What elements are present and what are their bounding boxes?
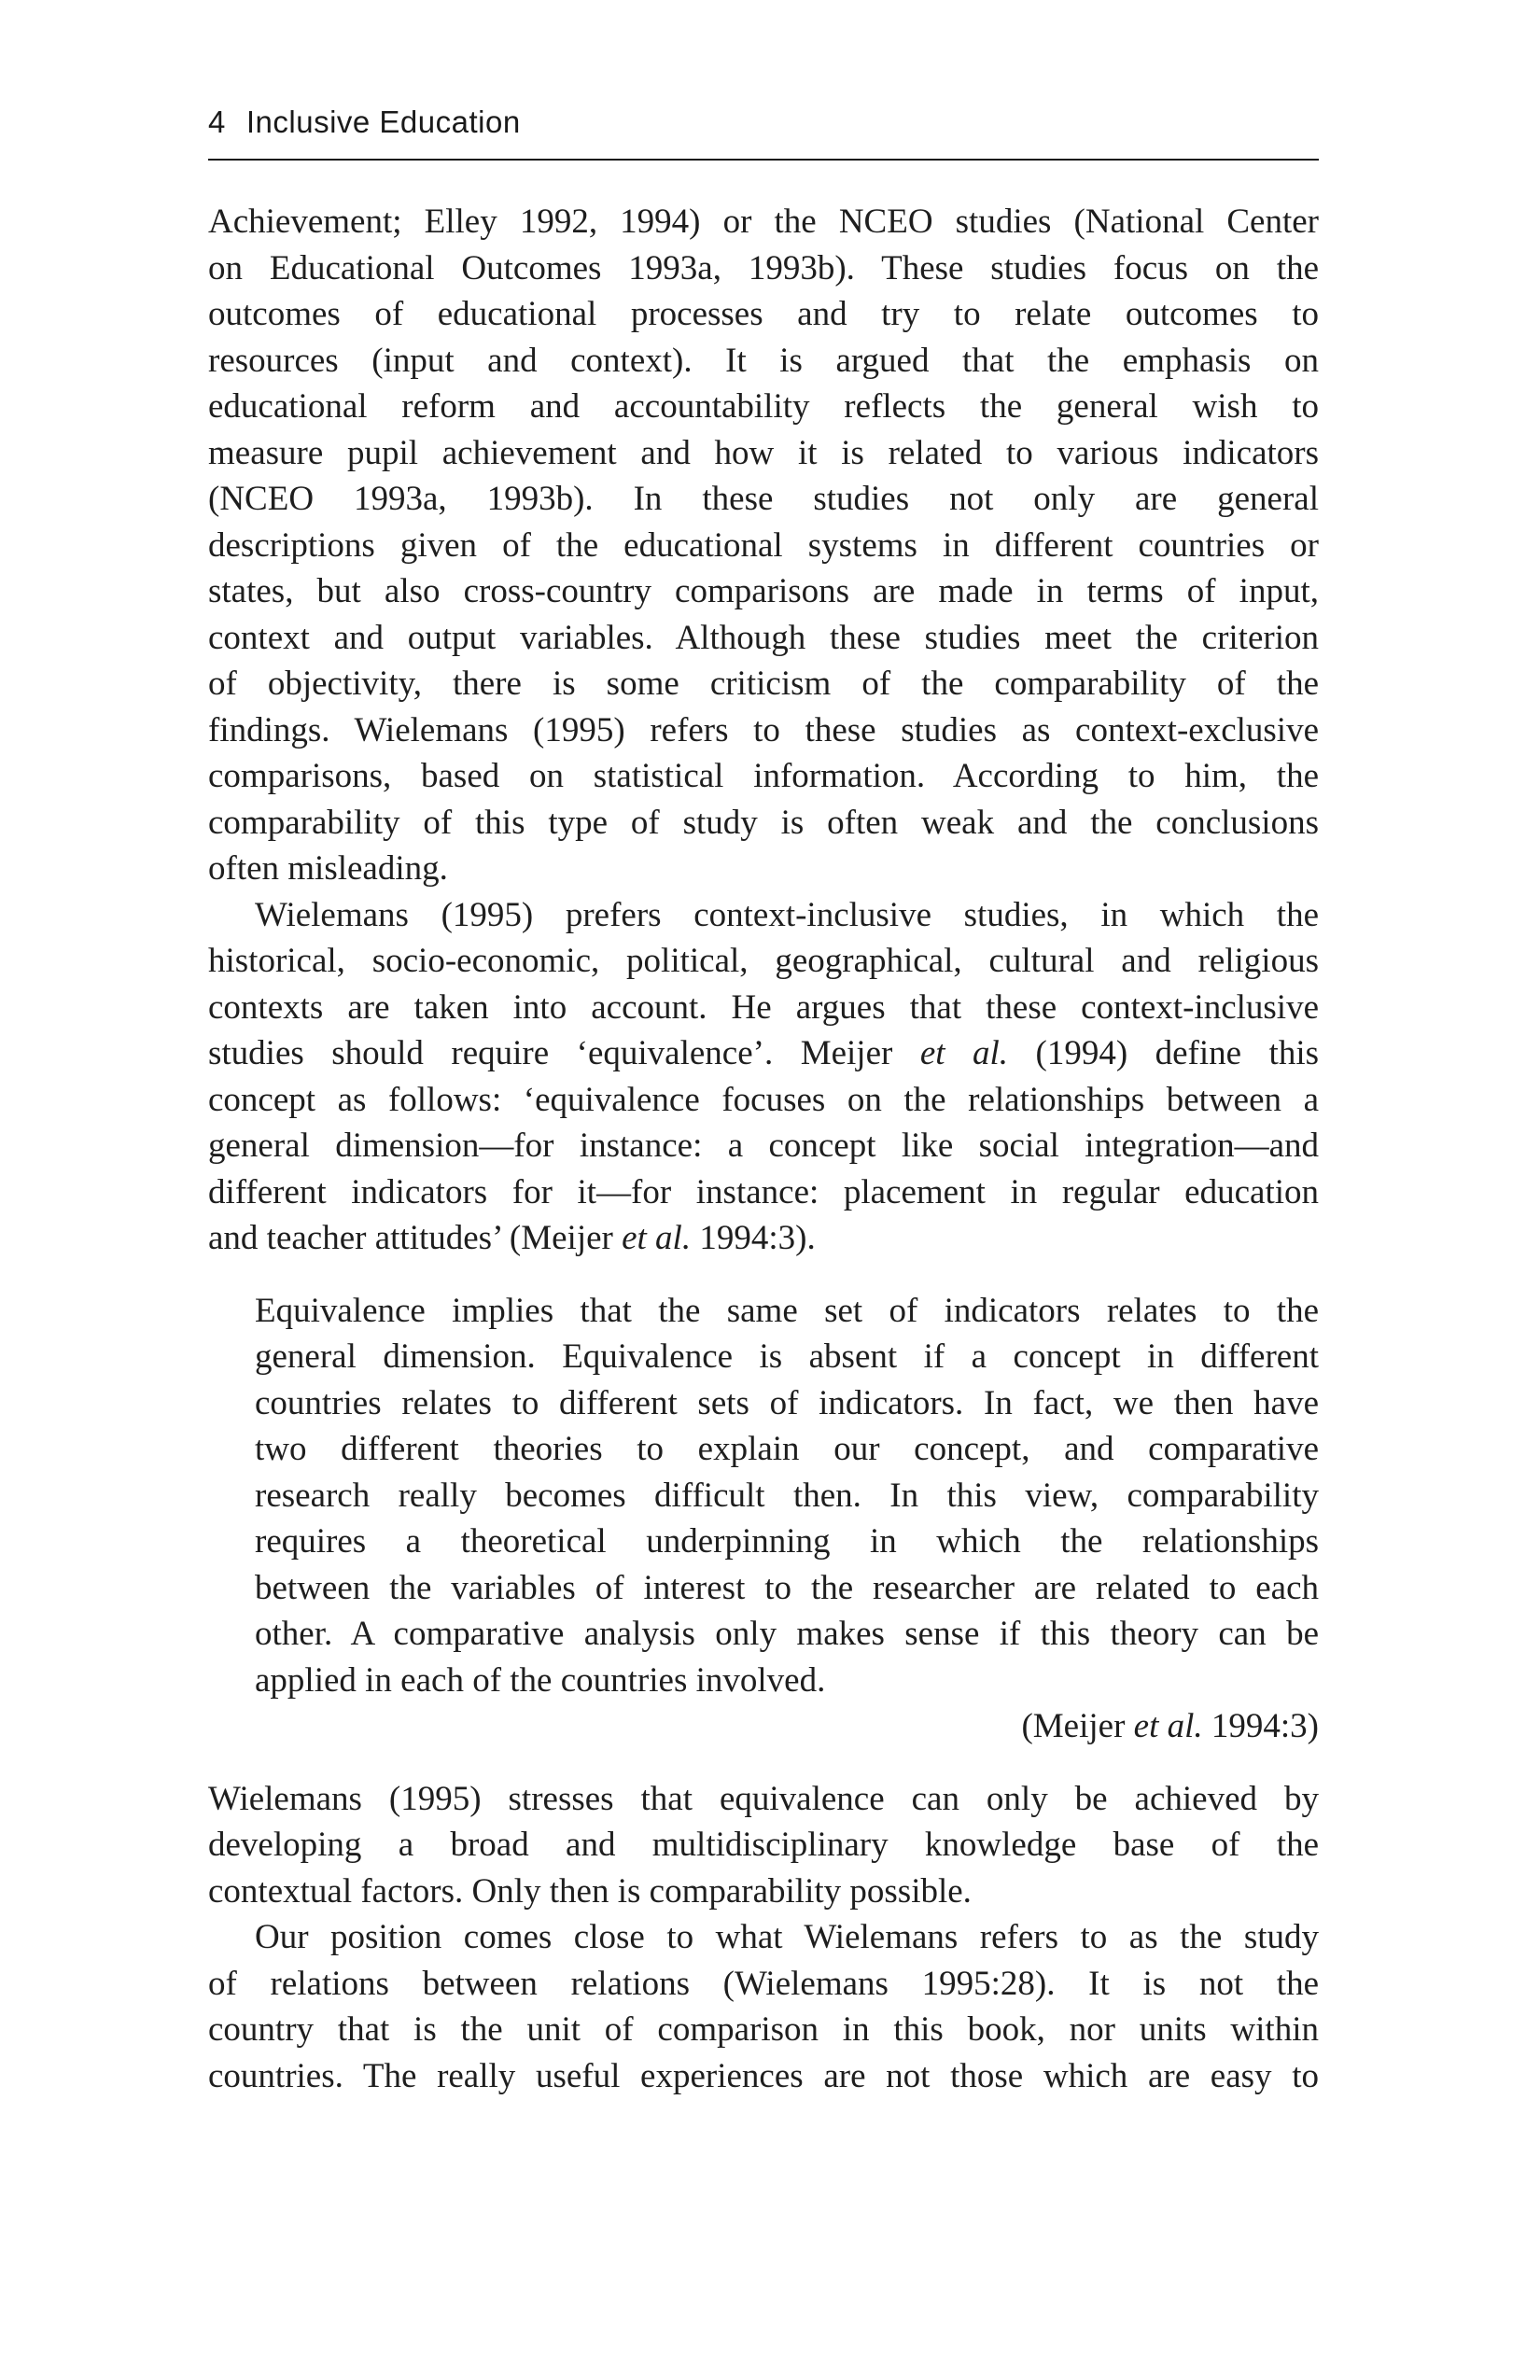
text-line: developing a broad and multidisciplinary knowledge base of the bbox=[208, 1826, 1319, 1864]
paragraph-2 bbox=[208, 892, 1319, 1262]
body-text bbox=[208, 199, 1319, 2099]
quote-line: between the variables of interest to the researcher are related to each bbox=[255, 1568, 1319, 1607]
text-line: context and output variables. Although these studies meet the criterion bbox=[208, 618, 1319, 657]
quote-line: two different theories to explain our concept, and comparative bbox=[255, 1430, 1319, 1468]
text-line: countries. The really useful experiences are not those which are easy to bbox=[208, 2056, 1319, 2095]
text-line: contexts are taken into account. He argues that these context-inclusive bbox=[208, 987, 1319, 1027]
text-line: Wielemans (1995) prefers context-inclusive studies, in which the bbox=[255, 895, 1319, 934]
quote-line: requires a theoretical underpinning in which the relationships bbox=[255, 1522, 1319, 1561]
paragraph-4 bbox=[208, 1914, 1319, 2099]
text-line: comparability of this type of study is often weak and the conclusions bbox=[208, 803, 1319, 842]
quote-line: Equivalence implies that the same set of indicators relates to the bbox=[255, 1291, 1319, 1330]
text-line: on Educational Outcomes 1993a, 1993b). These studies focus on the bbox=[208, 248, 1319, 287]
text-run: and teacher attitudes’ (Meijer bbox=[208, 1219, 613, 1257]
text-line: states, but also cross-country comparisons are made in terms of input, bbox=[208, 572, 1319, 610]
text-line: (NCEO 1993a, 1993b). In these studies not only are general bbox=[208, 480, 1319, 518]
text-line: comparisons, based on statistical information. According to him, the bbox=[208, 757, 1319, 795]
text-line bbox=[208, 1215, 1319, 1262]
text-run: 1994:3). bbox=[699, 1219, 816, 1257]
text-line: concept as follows: ‘equivalence focuses on the relationships between a bbox=[208, 1080, 1319, 1119]
italic-run: et al. bbox=[919, 1034, 1009, 1072]
text-run: 1994:3) bbox=[1211, 1707, 1319, 1745]
text-line: outcomes of educational processes and try to relate outcomes to bbox=[208, 295, 1319, 333]
text-line: general dimension—for instance: a concept like social integration—and bbox=[208, 1127, 1319, 1165]
running-title: Inclusive Education bbox=[245, 105, 521, 139]
quote-line: general dimension. Equivalence is absent if a concept in different bbox=[255, 1337, 1319, 1376]
running-head bbox=[208, 105, 1319, 161]
text-line: Our position comes close to what Wielemans refers to as the study bbox=[255, 1918, 1319, 1956]
quote-line: applied in each of the countries involved. bbox=[255, 1660, 826, 1700]
text-line: Wielemans (1995) stresses that equivalence can only be achieved by bbox=[208, 1779, 1319, 1818]
text-line bbox=[208, 1030, 1319, 1077]
text-run: studies should require ‘equivalence’. Meijer bbox=[208, 1034, 893, 1072]
italic-run: et al. bbox=[1133, 1707, 1203, 1745]
text-line: contextual factors. Only then is comparability possible. bbox=[208, 1871, 972, 1911]
paragraph-1 bbox=[208, 199, 1319, 892]
paragraph-3 bbox=[208, 1776, 1319, 1915]
text-line: resources (input and context). It is argued that the emphasis on bbox=[208, 341, 1319, 380]
text-line: country that is the unit of comparison in this book, nor units within bbox=[208, 2010, 1319, 2049]
page-number: 4 bbox=[208, 105, 226, 139]
italic-run: et al. bbox=[622, 1219, 692, 1257]
text-line: historical, socio-economic, political, geographical, cultural and religious bbox=[208, 942, 1319, 980]
text-line: educational reform and accountability reflects the general wish to bbox=[208, 387, 1319, 426]
text-run: (1994) define this bbox=[1035, 1034, 1320, 1072]
quote-line: countries relates to different sets of indicators. In fact, we then have bbox=[255, 1383, 1319, 1422]
text-line: of objectivity, there is some criticism of the comparability of the bbox=[208, 665, 1319, 703]
text-line: descriptions given of the educational systems in different countries or bbox=[208, 525, 1319, 565]
text-line: measure pupil achievement and how it is related to various indicators bbox=[208, 433, 1319, 472]
text-line: Achievement; Elley 1992, 1994) or the NCEO studies (National Center bbox=[208, 203, 1319, 241]
quote-line: research really becomes difficult then. In this view, comparability bbox=[255, 1476, 1319, 1515]
block-quote bbox=[255, 1288, 1319, 1750]
text-line: of relations between relations (Wielemans 1995:28). It is not the bbox=[208, 1964, 1319, 2003]
quote-line: other. A comparative analysis only makes sense if this theory can be bbox=[255, 1615, 1319, 1653]
text-run: (Meijer bbox=[1021, 1707, 1126, 1745]
quote-citation bbox=[255, 1703, 1319, 1750]
text-line: often misleading. bbox=[208, 849, 448, 888]
text-line: findings. Wielemans (1995) refers to these studies as context-exclusive bbox=[208, 710, 1319, 749]
text-line: different indicators for it—for instance: placement in regular education bbox=[208, 1172, 1319, 1211]
